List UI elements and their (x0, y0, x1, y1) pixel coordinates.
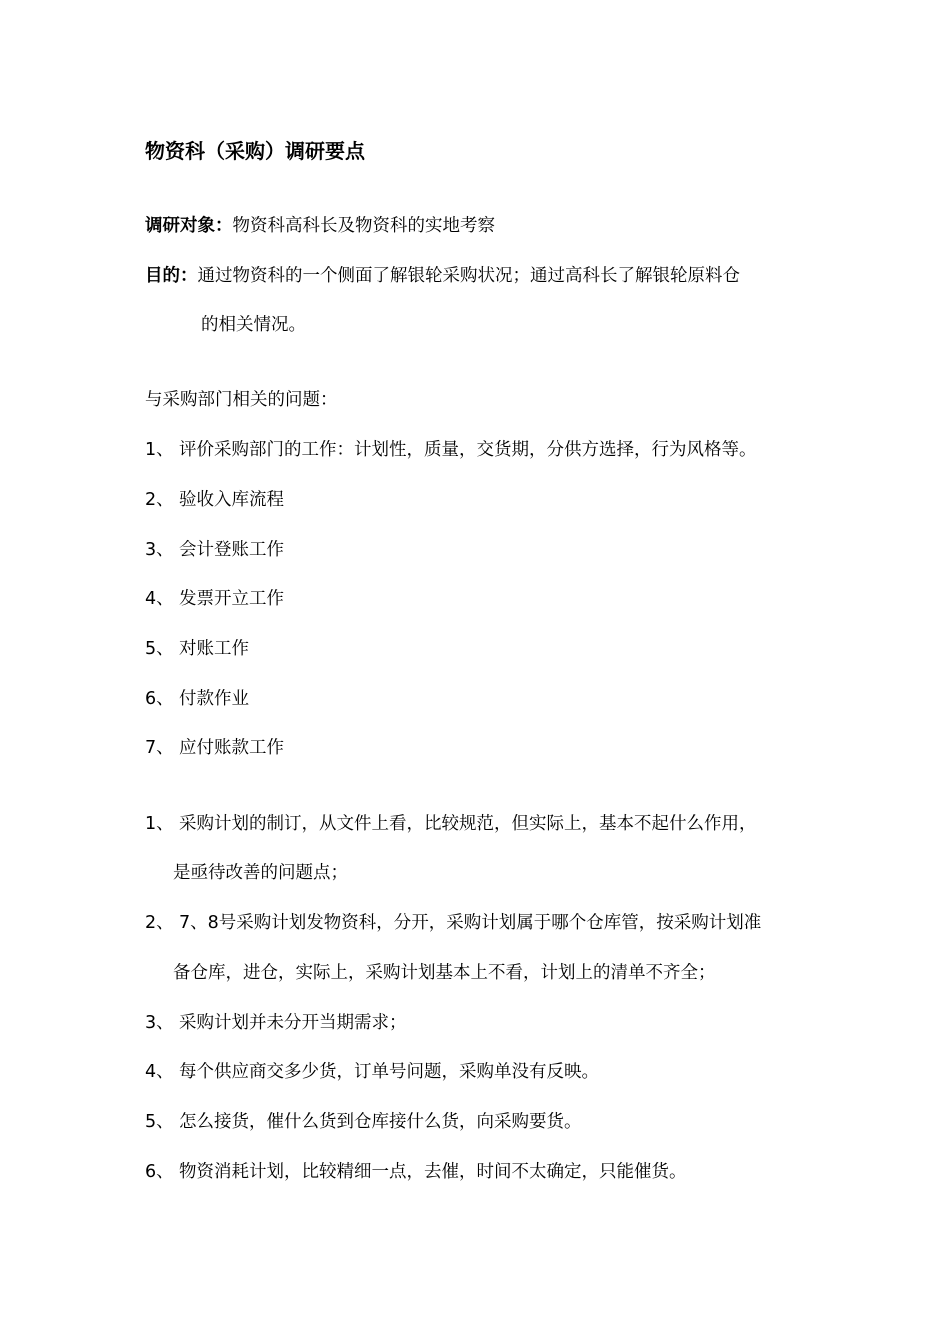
list-item-text: 会计登账工作 (179, 540, 284, 560)
finding-number: 4、 (145, 1062, 174, 1082)
list-item-number: 7、 (145, 738, 174, 758)
finding-number: 6、 (145, 1162, 174, 1182)
finding-item (145, 1011, 407, 1035)
finding-text: 采购计划的制订，从文件上看，比较规范，但实际上，基本不起什么作用， (179, 814, 757, 834)
finding-text: 采购计划并未分开当期需求； (179, 1013, 407, 1033)
finding-text: 每个供应商交多少货，订单号问题，采购单没有反映。 (179, 1062, 599, 1082)
research-subject (145, 214, 495, 238)
list-item-number: 3、 (145, 540, 174, 560)
research-subject-text: 物资科高科长及物资科的实地考察 (232, 216, 495, 236)
list-item-number: 1、 (145, 440, 174, 460)
finding-text: 怎么接货，催什么货到仓库接什么货，向采购要货。 (179, 1112, 582, 1132)
list-item (145, 538, 284, 562)
research-goal (145, 264, 740, 288)
list-item (145, 438, 757, 462)
section-heading: 与采购部门相关的问题： (145, 390, 338, 410)
list-item-number: 5、 (145, 639, 174, 659)
list-item-number: 6、 (145, 689, 174, 709)
list-item-text: 验收入库流程 (179, 490, 284, 510)
finding-item (145, 1060, 599, 1084)
finding-number: 5、 (145, 1112, 174, 1132)
list-item-text: 评价采购部门的工作：计划性，质量，交货期，分供方选择，行为风格等。 (179, 440, 757, 460)
research-subject-label: 调研对象： (145, 216, 233, 236)
finding-continuation: 是亟待改善的问题点； (173, 863, 348, 883)
list-item (145, 587, 284, 611)
page-title: 物资科（采购）调研要点 (145, 139, 365, 163)
list-item (145, 687, 249, 711)
finding-number: 2、 (145, 913, 174, 933)
list-item-text: 对账工作 (179, 639, 249, 659)
finding-number: 3、 (145, 1013, 174, 1033)
finding-item (145, 1160, 687, 1184)
finding-text: 物资消耗计划，比较精细一点，去催，时间不太确定，只能催货。 (179, 1162, 687, 1182)
list-item-text: 付款作业 (179, 689, 249, 709)
finding-item (145, 911, 761, 935)
list-item (145, 637, 249, 661)
list-item-text: 发票开立工作 (179, 589, 284, 609)
finding-text: 7、8号采购计划发物资科，分开，采购计划属于哪个仓库管，按采购计划准 (179, 913, 762, 933)
list-item-number: 2、 (145, 490, 174, 510)
finding-item (145, 1110, 582, 1134)
finding-number: 1、 (145, 814, 174, 834)
list-item-number: 4、 (145, 589, 174, 609)
research-goal-line1: 通过物资科的一个侧面了解银轮采购状况；通过高科长了解银轮原料仓 (197, 266, 740, 286)
finding-continuation: 备仓库，进仓，实际上，采购计划基本上不看，计划上的清单不齐全； (173, 963, 716, 983)
list-item-text: 应付账款工作 (179, 738, 284, 758)
finding-item (145, 812, 757, 836)
list-item (145, 736, 284, 760)
list-item (145, 488, 284, 512)
research-goal-line2: 的相关情况。 (201, 315, 306, 335)
research-goal-label: 目的： (145, 266, 198, 286)
